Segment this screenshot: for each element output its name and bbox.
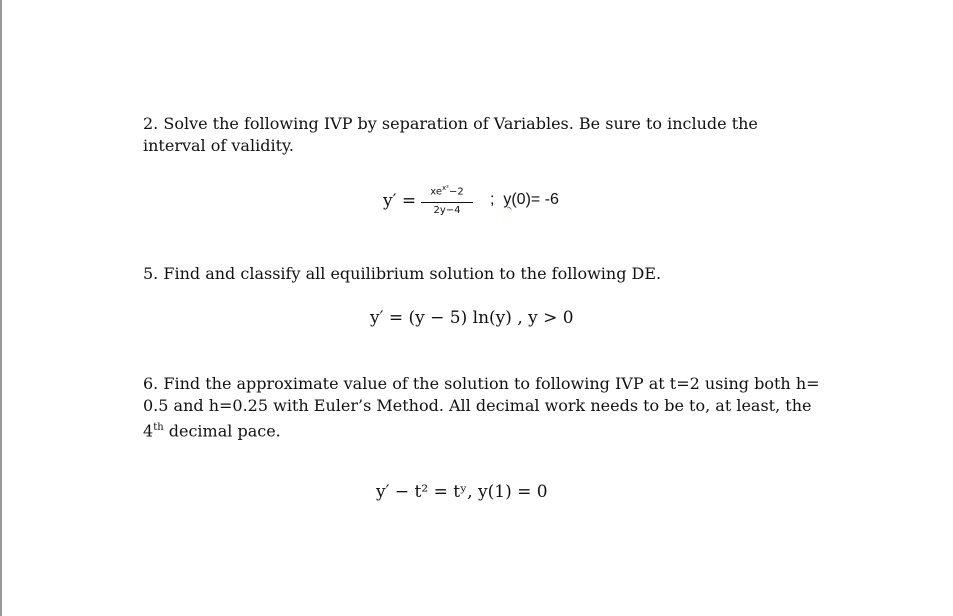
equation-1-numerator [421, 180, 473, 203]
condition-separator: ; [490, 191, 495, 208]
equation-1-lhs: y′ = [383, 191, 417, 211]
problem-5-equation: y′ = (y − 5) ln(y) , y > 0 [370, 308, 574, 328]
problem-6-number: 6. [143, 374, 159, 393]
problem-6-statement-end: decimal pace. [163, 421, 281, 441]
page-left-edge [0, 0, 2, 616]
initial-condition [490, 191, 559, 209]
numerator-base: xe [430, 186, 443, 198]
numerator-exponent: x² [442, 184, 449, 192]
condition-value: (0)= -6 [511, 191, 559, 208]
ordinal-suffix: th [153, 422, 164, 433]
numerator-tail: −2 [448, 186, 464, 198]
problem-2-number: 2. [143, 114, 159, 133]
problem-2-statement: Solve the following IVP by separation of Variables. Be sure to include the interval of validity. [143, 114, 758, 155]
equation-1-fraction [421, 180, 473, 217]
problem-5-text [143, 263, 823, 285]
problem-5-number: 5. [143, 264, 159, 283]
problem-6-text [143, 373, 823, 442]
problem-6-statement: Find the approximate value of the solution to following IVP at t=2 using both h= 0.5 and h=0.25 with Euler’s Method. All decimal work needs to be to, at least, the 4 [143, 374, 820, 441]
equation-1-denominator: 2y−4 [433, 205, 461, 217]
problem-6-equation: y′ − t² = tʸ, y(1) = 0 [376, 482, 548, 502]
problem-5-statement: Find and classify all equilibrium solution to the following DE. [163, 264, 662, 283]
problem-2-text [143, 113, 823, 157]
condition-variable: y [503, 191, 512, 208]
